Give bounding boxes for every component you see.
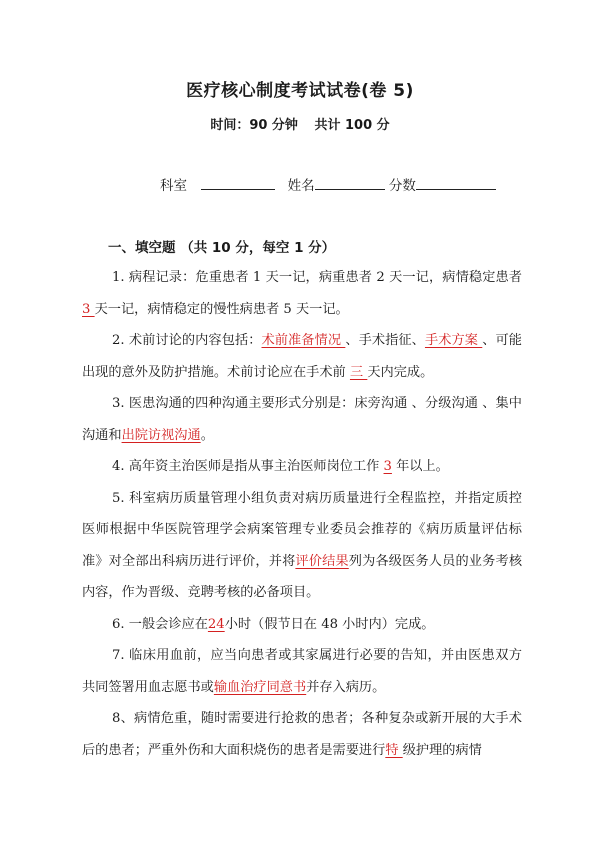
score-label: 分数 — [388, 178, 416, 194]
question-8-text-end: 级护理的病情 — [402, 742, 482, 758]
exam-subtitle — [0, 114, 600, 133]
question-7-text: 7. 临床用血前，应当向患者或其家属进行必要的告知，并由医患双方共同签署用血志愿书或 — [82, 648, 522, 695]
question-2-text: 2. 术前讨论的内容包括： — [112, 333, 262, 348]
name-blank[interactable] — [315, 175, 385, 190]
student-info-fields — [160, 174, 496, 194]
question-4-text-end: 年以上。 — [391, 459, 449, 474]
question-5-text-end: 列为各级医务人员的业务考核内容，作为晋级、竞聘考核的必备项目。 — [82, 553, 523, 600]
question-3-text-end: 。 — [200, 427, 214, 443]
question-8 — [82, 703, 522, 766]
question-4 — [82, 451, 522, 483]
time-label: 时间：90 分钟 — [210, 118, 298, 133]
name-label: 姓名 — [287, 178, 315, 194]
question-2-answer-1: 术前准备情况 — [261, 333, 346, 348]
question-7-text-end: 并存入病历。 — [306, 679, 386, 695]
question-1-answer: 3 — [82, 301, 95, 317]
question-1-text-end: 天一记，病情稳定的慢性病患者 5 天一记。 — [94, 301, 349, 317]
question-8-answer: 特 — [385, 742, 403, 758]
question-4-answer: 3 — [383, 459, 392, 474]
question-6-text-end: 小时（假节日在 48 小时内）完成。 — [224, 616, 435, 632]
question-6-text: 6. 一般会诊应在 — [112, 616, 208, 632]
question-2-text-mid: 、手术指征、 — [345, 333, 425, 348]
department-label: 科室 — [160, 178, 187, 194]
department-blank[interactable] — [201, 175, 275, 190]
question-list — [82, 262, 522, 766]
question-3 — [82, 388, 522, 451]
question-5-text: 5. 科室病历质量管理小组负责对病历质量进行全程监控，并指定质控医师根据中华医院管理学会病案管理专业委员会推荐的《病历质量评估标准》对全部出科病历进行评价，并将 — [82, 490, 522, 569]
question-2-answer-2: 手术方案 — [424, 333, 483, 348]
question-1-text: 1. 病程记录：危重患者 1 天一记，病重患者 2 天一记，病情稳定患者 — [112, 270, 522, 285]
score-blank[interactable] — [416, 175, 496, 190]
question-6 — [82, 609, 522, 641]
question-5-answer: 评价结果 — [295, 553, 349, 569]
question-2-text-mid2: 、可能出现的意外及防护措施。术前讨论应在手术前 — [82, 333, 522, 380]
question-3-answer: 出院访视沟通 — [121, 427, 201, 443]
question-8-text: 8、病情危重，随时需要进行抢救的患者；各种复杂或新开展的大手术后的患者；严重外伤和大面积烧伤的患者是需要进行 — [82, 711, 522, 758]
question-5 — [82, 483, 522, 609]
question-2 — [82, 325, 522, 388]
exam-title: 医疗核心制度考试试卷(卷 5) — [186, 81, 414, 101]
question-6-answer: 24 — [207, 616, 225, 632]
section-title: 一、填空题 （共 10 分，每空 1 分） — [108, 240, 336, 256]
question-7 — [82, 640, 522, 703]
question-2-text-end: 天内完成。 — [367, 364, 434, 380]
question-1 — [82, 262, 522, 325]
question-7-answer: 输血治疗同意书 — [213, 679, 307, 695]
question-3-text: 3. 医患沟通的四种沟通主要形式分别是：床旁沟通 、分级沟通 、集中沟通和 — [82, 396, 522, 443]
question-2-answer-3: 三 — [349, 364, 368, 380]
question-4-text: 4. 高年资主治医师是指从事主治医师岗位工作 — [112, 459, 384, 474]
total-score-label: 共计 100 分 — [314, 118, 390, 133]
